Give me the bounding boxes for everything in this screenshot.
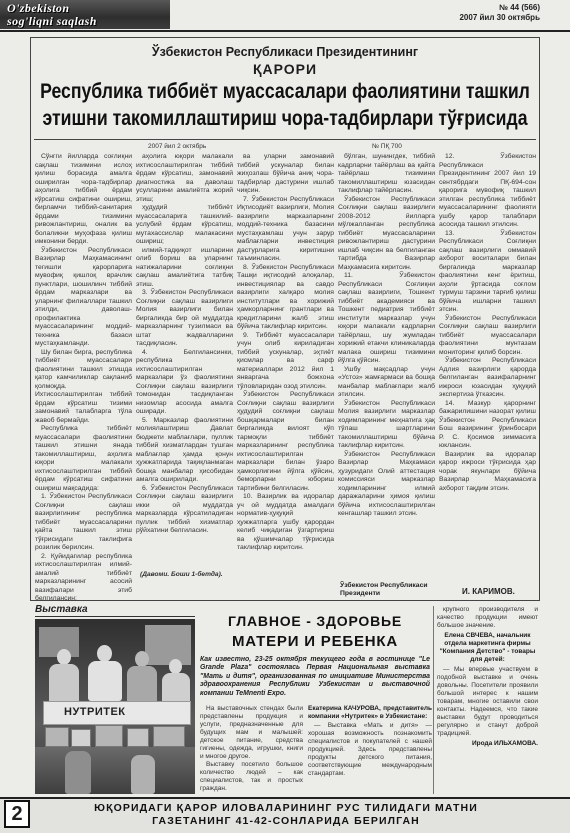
banner-line2: ГАЗЕТАНИНГ 41-42-СОНЛАРИДА БЕРИЛГАН <box>152 815 420 827</box>
signature-title: Ўзбекистон Республикаси Президенти <box>340 582 428 597</box>
page-number: 2 <box>4 800 30 828</box>
paragraph: 3. Ўзбекистон Республикаси Соғлиқни сақлаш вазирлиги Молия вазирлиги билан биргаликда бир ой муддатда марказларнинг тузилмаси ва штат жадвалларини тасдиқласин. <box>136 289 233 347</box>
photo-shelf <box>145 625 191 665</box>
photo-product <box>153 726 185 747</box>
quote-speaker: Елена СВЧЕВА, начальник отдела маркетинга фирмы "Компания Детство" - товары для детей: <box>439 632 536 663</box>
issue-info <box>459 3 540 23</box>
paragraph: ҳудудий тиббиёт муассасаларига ташкилий-услубий ёрдам кўрсатиш, мутахассислар малакасини ошириш; <box>136 204 233 245</box>
paragraph: крупного производителя и качество продукции имеют большое значение. <box>437 606 538 629</box>
decree-column-5 <box>439 153 536 578</box>
paragraph: Выставку посетило большое количество людей – как специалистов, так и простых граждан. <box>200 761 303 792</box>
decree-number: № ПҚ 700 <box>372 143 402 150</box>
paragraph: Ўзбекистон Республикаси Соғлиқни сақлаш вазирлиги 2008-2012 йилларга мўлжалланган республика тиббиёт муассасаларини ривожлантириш дастурини ишлаб чиқсин ва белгиланган тартибда Вазирлар Маҳкамасига киритсин. <box>338 195 435 271</box>
article-author: Ирода ИЛЬХАМОВА. <box>471 740 538 747</box>
exhibition-photo <box>35 619 195 794</box>
paragraph: 8. Ўзбекистон Республикаси Ташқи иқтисодий алоқалар, инвестициялар ва савдо вазирлиги халқаро молия институтлари ва хорижий ҳамкорларнинг грантлари ва кредитларини жалб этиш бўйича таклифлар киритсин. <box>237 263 334 330</box>
article-lead: Как известно, 23-25 октября текущего года в гостинице "Le Grande Plaza" состоялась Первая Национальная выставка "Мать и дитя", организованная по инициативе Министерства здравоохранения Республики Узбекистан и выставочной компании TeMnenti Expo. <box>200 656 430 697</box>
photo-product <box>127 728 149 747</box>
paragraph: 7. Ўзбекистон Республикаси Иқтисодиёт вазирлиги, Молия вазирлиги марказларнинг моддий-техника базасини мустаҳкамлаш учун зарур маблағларни инвестиция дастурларига киритишни таъминласин. <box>237 195 334 262</box>
decree-issuer: Ўзбекистон Республикаси Президентининг <box>151 45 419 59</box>
paragraph: Ўзбекистон Республикаси Вазирлар Маҳкамаси ҳузуридаги Олий аттестация комиссияси марказлар ходимларининг илмий даражаларини ҳимоя қилиш бўйича ихтисослаштирилган кенгашлар ташкил этсин. <box>338 450 435 517</box>
quote-text <box>308 722 432 778</box>
photo-person <box>88 661 122 701</box>
decree-column-2 <box>136 153 233 568</box>
photo-person-head <box>169 659 182 674</box>
paragraph: 14. Мазкур қарорнинг бажарилишини назорат қилиш Ўзбекистон Республикаси Бош вазирининг ўринбосари Р. С. Қосимов зиммасига юклансин. <box>439 399 536 449</box>
issue-number: № 44 (566) <box>499 3 540 12</box>
masthead <box>0 0 170 29</box>
column-divider <box>433 606 434 794</box>
paragraph: Ўзбекистон Республикаси Вазирлар Маҳкамасининг тегишли қарорларига мувофиқ қишлоқ врачлик пунктлари, шошилинч тиббий ёрдам марказлари ва уларнинг филиаллари ташкил этилди, даволаш-профилактика муассасаларининг моддий-техника базаси мустаҳкамланди. <box>35 246 132 347</box>
paragraph: 4. Белгилансинки, республика ихтисослаштирилган марказлари ўз фаолиятини Соғлиқни сақлаш вазирлиги томонидан тасдиқланган низомлар асосида амалга оширади. <box>136 348 233 415</box>
photo-person-head <box>135 651 149 667</box>
column-intro <box>437 606 538 630</box>
paragraph: 11. Ўзбекистон Республикаси Соғлиқни сақлаш вазирлиги, Тошкент тиббиёт академияси ва Тошкент педиатрия тиббиёт институти марказлар учун юқори малакали кадрларни тайёрлаш, шу жумладан хорижий етакчи клиникаларда малака ошириш тизимини йўлга қўйсин. <box>338 272 435 364</box>
photo-person <box>49 664 79 704</box>
decree-column-1 <box>35 153 132 602</box>
paragraph: 12. Ўзбекистон Республикаси Президентининг 2007 йил 19 сентябрдаги ПҚ-694-сон қарорига мувофиқ ташкил этилган республика тиббиёт муассасаларининг фаолияти ушбу қарор талаблари асосида ташкил этилсин. <box>439 153 536 228</box>
masthead-divider <box>0 30 570 32</box>
photo-product <box>71 729 91 747</box>
decree-title-line1: Республика тиббиёт муассасалари фаолиятини ташкил <box>40 80 530 103</box>
paragraph: 10. Вазирлик ва идоралар уч ой муддатда амалдаги норматив-ҳуқуқий ҳужжатларга ушбу қарордан келиб чиқадиган ўзгартириш ва қўшимчалар тўғрисида таклифлар киритсин. <box>237 493 334 551</box>
article-column-middle <box>308 705 432 794</box>
photo-floor <box>35 747 195 794</box>
article-column-left <box>200 705 303 794</box>
masthead-title-line2: sog'liqni saqlash <box>7 14 97 28</box>
quote-text <box>437 666 538 738</box>
photo-product <box>45 727 69 747</box>
photo-person <box>131 755 155 794</box>
decree-title-line2: этишни такомиллаштириш чора-тадбирлари тўғрисида <box>42 107 528 130</box>
paragraph: Шу билан бирга, республика тиббиёт муассасалари фаолиятини ташкил этишда қатор камчиликлар сақланиб қолмоқда. Ихтисослаштирилган тиббий ёрдам кўрсатиш тизими замонавий талабларга тўла жавоб бермайди. <box>35 348 132 424</box>
decree-title-divider <box>34 139 536 140</box>
decree-column-4 <box>338 153 435 578</box>
paragraph: Вазирлик ва идоралар қарор ижроси тўғрисида ҳар чорак якунлари бўйича Вазирлар Маҳкамасига ахборот тақдим этсин. <box>439 450 536 492</box>
paragraph: Ўзбекистон Республикаси Молия вазирлиги марказлар ходимларининг меҳнатига ҳақ тўлаш шартларини такомиллаштириш бўйича таклифлар киритсин. <box>338 399 435 449</box>
article-headline-line2: МАТЕРИ И РЕБЕНКА <box>231 633 399 650</box>
decree-column-3 <box>237 153 334 578</box>
article-headline-line1: ГЛАВНОЕ - ЗДОРОВЬЕ <box>228 613 402 629</box>
paragraph: бўлган, шунингдек, тиббий кадрларни тайёрлаш ва қайта тайёрлаш тизимини такомиллаштириш юзасидан таклифлар тайёрласин. <box>338 153 435 194</box>
photo-person-head <box>97 645 112 662</box>
paragraph: Ўзбекистон Республикаси Соғлиқни сақлаш вазирлиги тиббиёт муассасалари фаолиятини мунтазам мониторинг қилиб борсин. <box>439 314 536 356</box>
decree-date: 2007 йил 2 октябрь <box>148 143 207 150</box>
article-column-right <box>437 606 538 796</box>
paragraph: — Мы впервые участвуем в подобной выставке и очень довольны. Посетители проявили большой интерес к нашим товарам, многие оставили свои контакты. Надеемся, что такие выставки будут проводиться регулярно и станут доброй традицией. <box>437 666 538 737</box>
paragraph: На выставочных стендах были представлены продукция и услуги, предназначенные для будущих мам и малышей: детское питание, средства гигиены, одежда, игрушки, книги и многое другое. <box>200 705 303 760</box>
paragraph: илмий-тадқиқот ишларини олиб бориш ва уларнинг натижаларини соғлиқни сақлаш амалиётига татбиқ этиш. <box>136 246 233 288</box>
paragraph: 6. Ўзбекистон Республикаси Соғлиқни сақлаш вазирлиги икки ой муддатда марказларда кўрсатиладиган пуллик тиббий хизматлар рўйхатини белгиласин. <box>136 484 233 534</box>
photo-person-head <box>57 649 71 665</box>
photo-sign-text: НУТРИТЕК <box>64 706 126 718</box>
paragraph: Ўзбекистон Республикаси Адлия вазирлиги қарорда белгиланган вазифаларнинг ижроси юзасидан ҳуқуқий экспертиза ўтказсин. <box>439 357 536 398</box>
paragraph: ва уларни замонавий тиббий ускуналар билан жиҳозлаш бўйича аниқ чора-тадбирлар дастурини ишлаб чиқсин. <box>237 153 334 194</box>
paragraph: Сўнгги йилларда соғлиқни сақлаш тизимини ислоҳ қилиш борасида амалга оширилган чора-тадбирлар аҳолига тиббий ёрдам кўрсатиш сифатини ошириш, бирламчи тиббий-санитария ёрдами тизимини ривожлантириш, оналик ва болаликни муҳофаза қилиш имконини берди. <box>35 153 132 245</box>
paragraph: 9. Тиббиёт муассасалари учун олиб кириладиган тиббий ускуналар, эҳтиёт қисмлар ва сарф материаллари 2012 йил 1 январгача божхона тўловларидан озод этилсин. <box>237 331 334 390</box>
photo-product <box>95 725 123 747</box>
paragraph: Ўзбекистон Республикаси Соғлиқни сақлаш вазирлиги ҳудудий соғлиқни сақлаш бошқармалари билан биргаликда вилоят кўп тармоқли тиббиёт марказларининг республика ихтисослаштирилган марказлари билан ўзаро ҳамкорлигини йўлга қўйсин, беморларни юбориш тартибини белгиласин. <box>237 391 334 492</box>
decree-type: ҚАРОРИ <box>252 61 318 77</box>
quote-speaker: Екатерина КАЧУРОВА, представитель компании «Нутритек» в Узбекистане: <box>308 705 432 720</box>
banner-line1: ЮҚОРИДАГИ ҚАРОР ИЛОВАЛАРИНИНГ РУС ТИЛИДАГИ МАТНИ <box>94 802 478 814</box>
paragraph: 5. Марказлар фаолиятини молиялаштириш Давлат бюджети маблағлари, пуллик тиббий хизматлардан тушган маблағлар ҳамда қонун ҳужжатларида тақиқланмаган бошқа манбалар ҳисобидан амалга оширилади. <box>136 416 233 483</box>
paragraph: 2. Қуйидагилар республика ихтисослаштирилган илмий-амалий тиббиёт марказларининг асосий вазифалари этиб белгилансин: <box>35 552 132 602</box>
signature-name: И. КАРИМОВ. <box>462 587 515 596</box>
paragraph: Ушбу мақсадлар учун «Устоз» жамғармаси ва бошқа манбалар маблағлари жалб этилсин. <box>338 365 435 398</box>
photo-counter <box>43 701 191 725</box>
paragraph: 1. Ўзбекистон Республикаси Соғлиқни сақлаш вазирлигининг республика тиббиёт муассасаларини қайта ташкил этиш тўғрисидаги таклифига розилик берилсин. <box>35 493 132 551</box>
masthead-title-line1: O'zbekiston <box>7 1 70 15</box>
paragraph: аҳолига юқори малакали ихтисослаштирилган тиббий ёрдам кўрсатиш, замонавий диагностика ва даволаш усулларини амалиётга жорий этиш; <box>136 153 233 203</box>
paragraph: Республика тиббиёт муассасалари фаолиятини ташкил этишни янада такомиллаштириш, аҳолига юқори малакали ихтисослаштирилган тиббий ёрдам кўрсатиш сифатини ошириш мақсадида: <box>35 425 132 492</box>
photo-person <box>65 751 91 794</box>
paragraph: 13. Ўзбекистон Республикаси Соғлиқни сақлаш вазирлиги оммавий ахборот воситалари билан биргаликда марказлар фаолиятини кенг ёритиш, аҳоли ўртасида соғлом турмуш тарзини тарғиб қилиш бўйича ишларни ташкил этсин. <box>439 229 536 313</box>
paragraph: — Выставка «Мать и дитя» — хорошая возможность познакомить специалистов и покупателей с нашей продукцией. Здесь представлены продукты детского питания, соответствующие международным стандартам. <box>308 722 432 777</box>
issue-date: 2007 йил 30 октябрь <box>459 13 540 22</box>
continued-note: (Давоми. Боши 1-бетда). <box>140 571 223 578</box>
photo-person <box>127 666 157 704</box>
section-label: Выставка <box>35 604 195 617</box>
